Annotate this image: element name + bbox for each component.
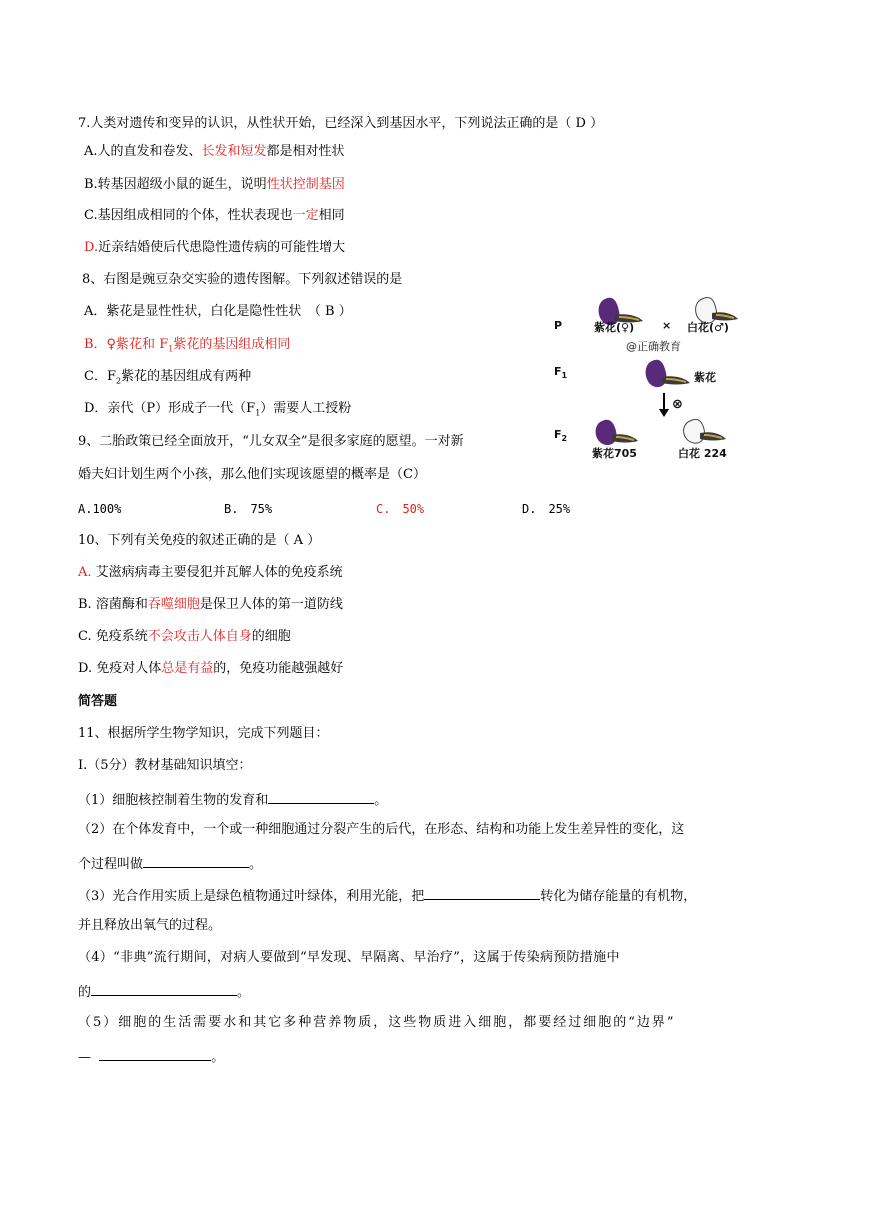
q8-option-c: C．$F_2$紫花的基因组成有两种: [84, 369, 252, 386]
q9-stem-line1: 9、二胎政策已经全面放开，“儿女双全”是很多家庭的愿望。一对新: [78, 434, 464, 449]
q10-option-b: B. 溶菌酶和吞噬细胞是保卫人体的第一道防线: [78, 597, 343, 612]
p-generation-label: P: [554, 319, 563, 332]
q9-option-d: D. 25%: [522, 502, 571, 516]
q10-option-d: D. 免疫对人体总是有益的，免疫功能越强越好: [78, 661, 344, 676]
q8-option-a: A．紫花是显性性状，白化是隐性性状 （ B ）: [84, 304, 352, 319]
q7-stem: 7.人类对遗传和变异的认识，从性状开始，已经深入到基因水平，下列说法正确的是（ D ）: [78, 116, 604, 131]
f2-purple-label: 紫花705: [592, 447, 637, 460]
q10-option-c: C. 免疫系统不会攻击人体自身的细胞: [78, 629, 291, 644]
q11-part1: Ⅰ.（5分）教材基础知识填空：: [78, 758, 252, 773]
q11-item-3-line1: （3）光合作用实质上是绿色植物通过叶绿体，利用光能，把 转化为储存能量的有机物，: [78, 885, 696, 906]
q11-item-2-line1: （2）在个体发育中，一个或一种细胞通过分裂产生的后代，在形态、结构和功能上发生差异性的变化，这: [78, 822, 685, 837]
q9-option-a: A.100%: [78, 502, 122, 516]
q9-option-b: B. 75%: [224, 502, 273, 516]
q11-item-5-line1: （5）细胞的生活需要水和其它多种营养物质，这些物质进入细胞，都要经过细胞的“边界”: [78, 1015, 676, 1030]
f2-purple-flower-icon: [596, 420, 638, 445]
p-purple-label: 紫花(♀): [594, 321, 635, 334]
q11-stem: 11、根据所学生物学知识，完成下列题目：: [78, 726, 329, 741]
q11-item-4-line2: 的 。: [78, 981, 250, 1002]
q7-option-c: C.基因组成相同的个体，性状表现也一定相同: [84, 208, 345, 223]
answer-blank-3[interactable]: [424, 885, 540, 900]
q7-option-a: A.人的直发和卷发、长发和短发都是相对性状: [84, 144, 345, 159]
q8-option-b: B．♀紫花和 $F_1$紫花的基因组成相同: [84, 337, 291, 354]
q11-item-5-line2: — 。: [78, 1046, 224, 1067]
answer-blank-4[interactable]: [91, 981, 237, 996]
pea-cross-diagram: [550, 285, 780, 465]
q7-option-d: D.近亲结婚使后代患隐性遗传病的可能性增大: [84, 240, 346, 255]
section-title: 简答题: [78, 694, 118, 709]
p-white-label: 白花(♂): [687, 321, 729, 334]
q11-item-4-line1: （4）“非典”流行期间，对病人要做到“早发现、早隔离、早治疗”，这属于传染病预防措施中: [78, 950, 620, 965]
f1-purple-flower-icon: [646, 360, 690, 387]
q8-option-d: D．亲代（P）形成子一代$(F_1)$需要人工授粉: [84, 401, 352, 418]
q9-option-c: C. 50%: [376, 502, 425, 516]
q11-item-1: （1）细胞核控制着生物的发育和 。: [78, 789, 387, 810]
q10-stem: 10、下列有关免疫的叙述正确的是（ A ）: [78, 533, 321, 548]
f2-white-flower-icon: [684, 419, 726, 443]
answer-blank-5[interactable]: [99, 1046, 211, 1061]
cross-symbol: ×: [662, 319, 672, 332]
f1-purple-label: 紫花: [694, 371, 716, 384]
watermark: @正确教育: [626, 340, 681, 353]
q7-option-b: B.转基因超级小鼠的诞生，说明性状控制基因: [84, 177, 345, 192]
f2-generation-label: $F_2$: [554, 428, 568, 444]
selfing-symbol: ⊗: [672, 397, 683, 412]
q9-stem-line2: 婚夫妇计划生两个小孩，那么他们实现该愿望的概率是（C）: [78, 467, 426, 482]
q11-item-3-line2: 并且释放出氧气的过程。: [78, 918, 222, 933]
down-arrow-icon: [659, 393, 669, 417]
answer-blank-1[interactable]: [268, 789, 374, 804]
f2-white-label: 白花 224: [678, 447, 727, 460]
q11-item-2-line2: 个过程叫做 。: [78, 853, 262, 874]
pea-cross-illustration: [550, 285, 780, 465]
answer-blank-2[interactable]: [143, 853, 249, 868]
q8-stem: 8、右图是豌豆杂交实验的遗传图解。下列叙述错误的是: [82, 272, 403, 287]
q10-option-a: A. 艾滋病病毒主要侵犯并瓦解人体的免疫系统: [78, 565, 343, 580]
f1-generation-label: $F_1$: [554, 365, 568, 381]
